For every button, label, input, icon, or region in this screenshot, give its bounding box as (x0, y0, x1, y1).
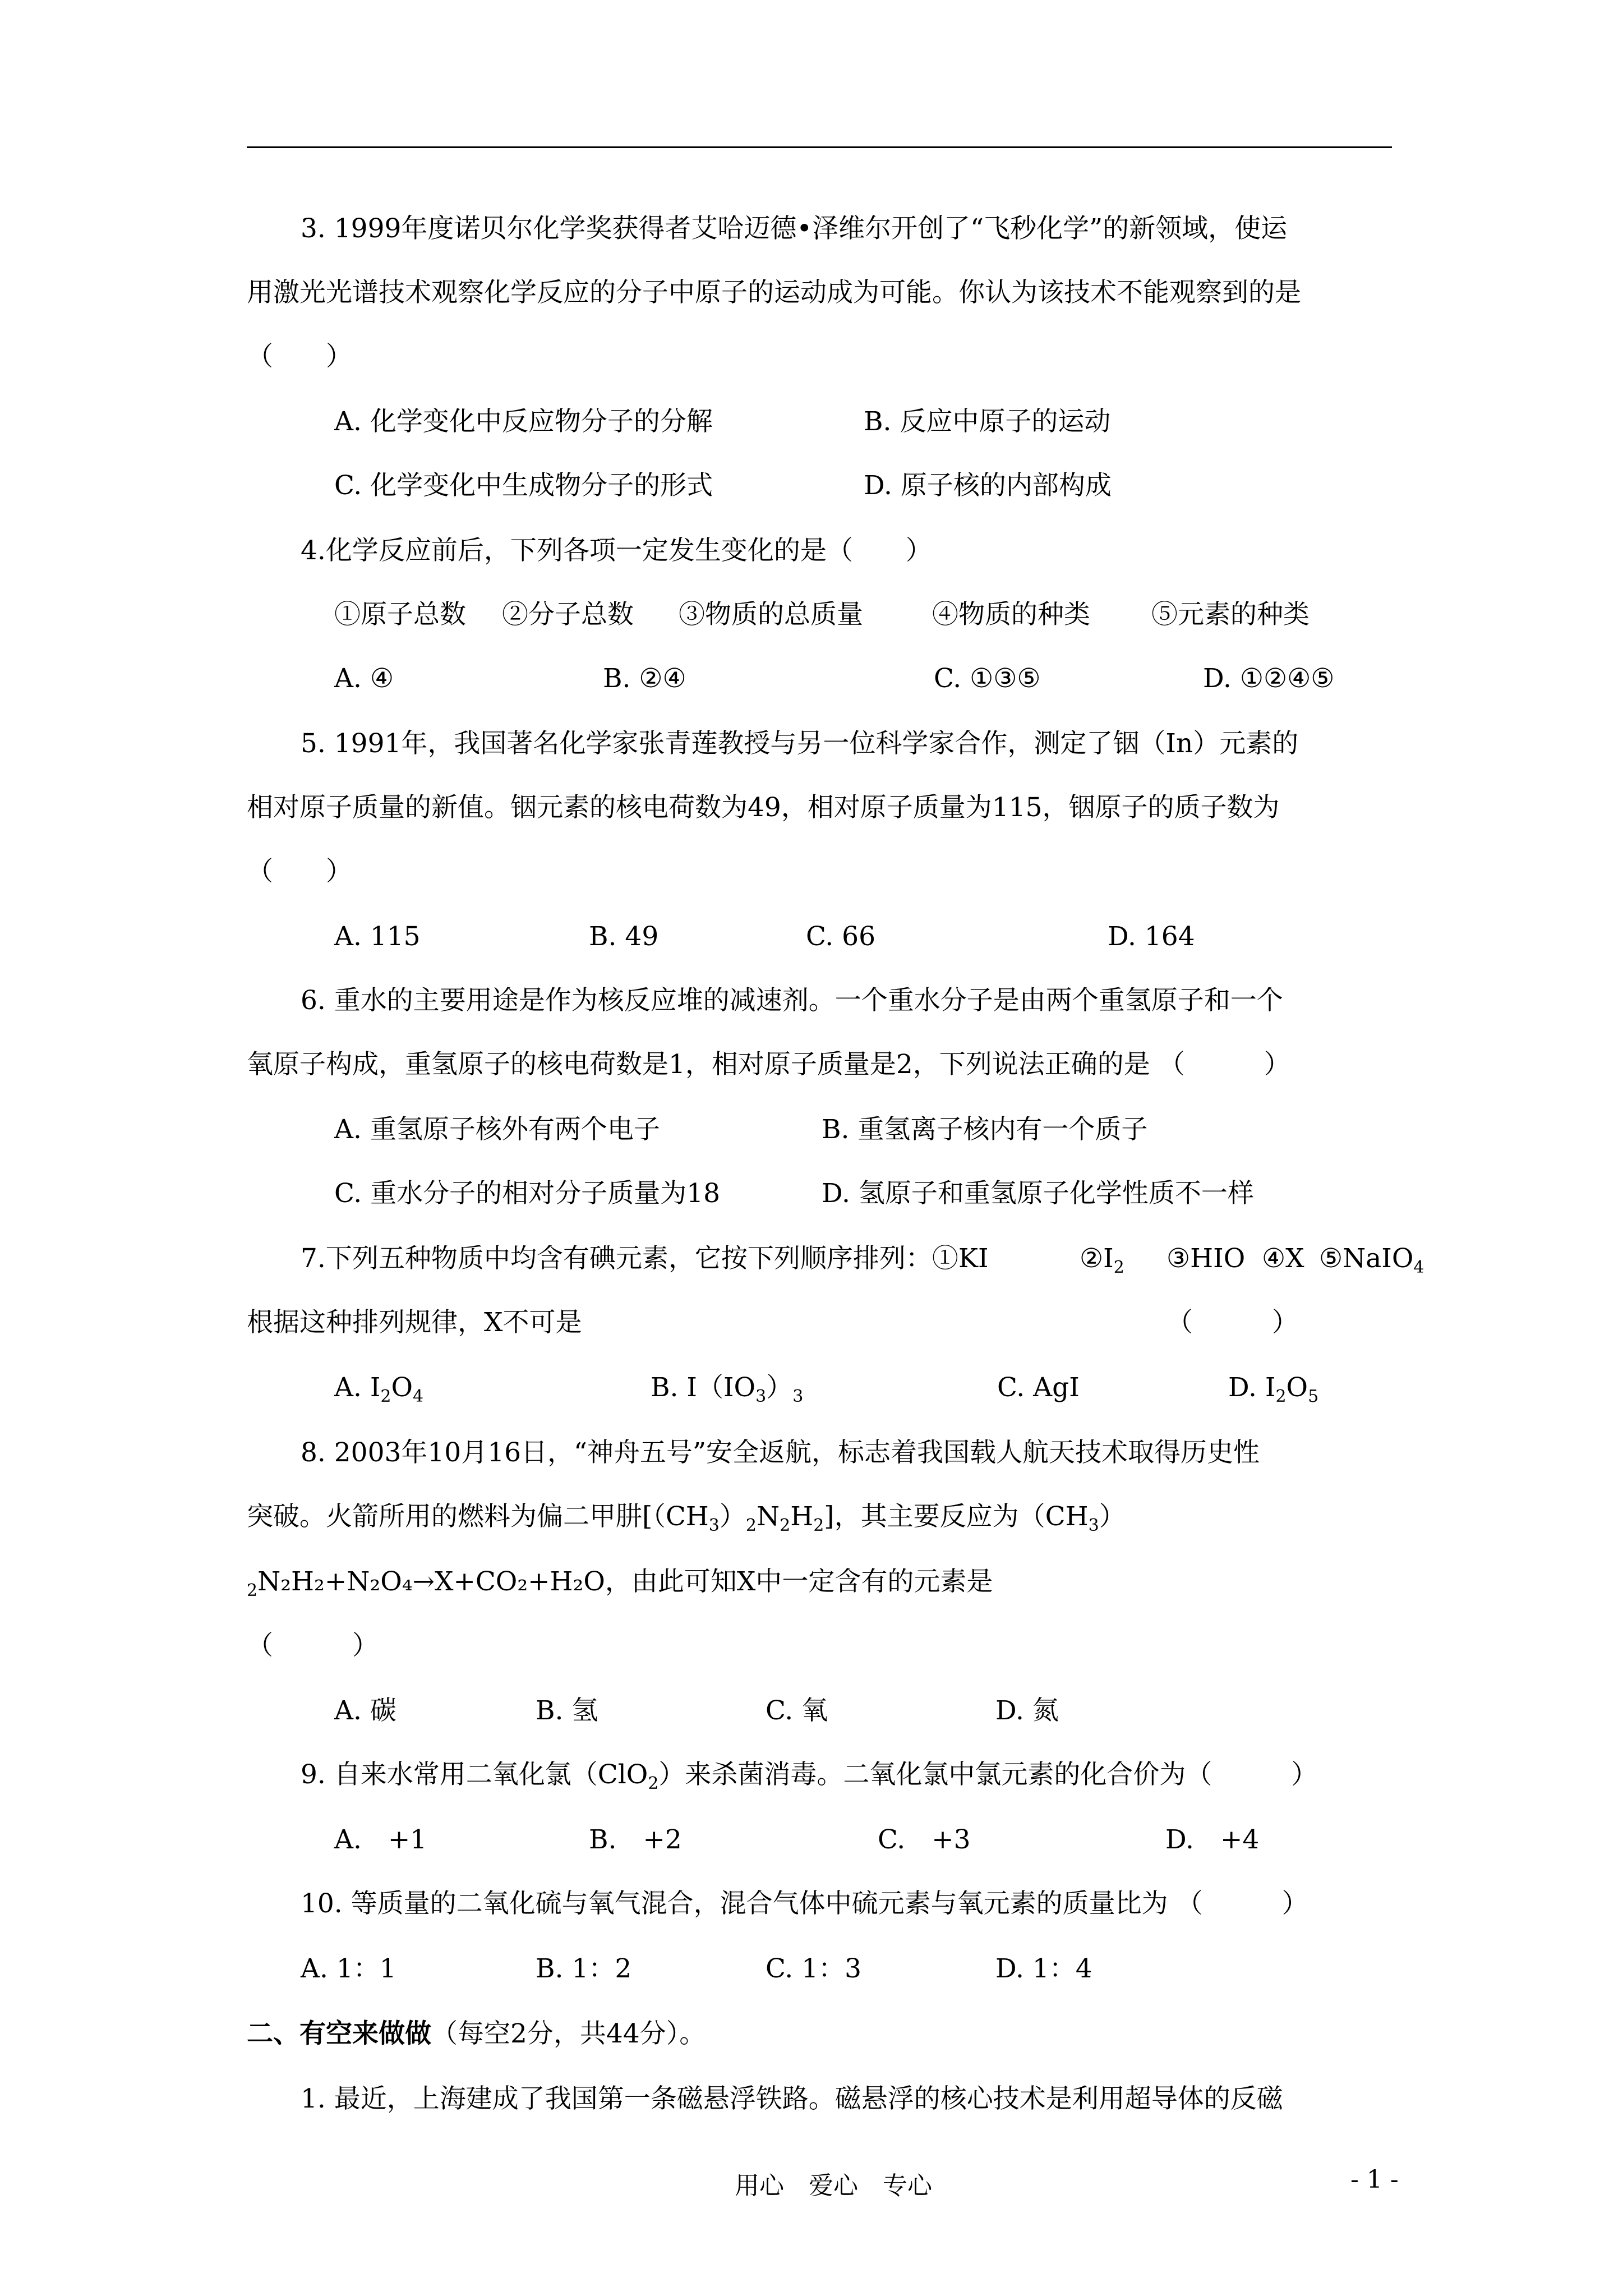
q6-option-c: C. 重水分子的相对分子质量为18 (334, 1178, 720, 1209)
q3-option-a: A. 化学变化中反应物分子的分解 (334, 406, 713, 437)
q9-option-b: B. +2 (589, 1824, 682, 1855)
footer-motto: 用心 爱心 专心 (735, 2171, 932, 2200)
q3-option-d: D. 原子核的内部构成 (864, 470, 1112, 501)
q4-item-5: ⑤元素的种类 (1151, 599, 1310, 630)
q10-line1: 10. 等质量的二氧化硫与氧气混合，混合气体中硫元素与氧元素的质量比为 （ ） (301, 1888, 1308, 1919)
q8-line4: （ ） (247, 1630, 379, 1661)
q8-option-a: A. 碳 (334, 1695, 396, 1726)
q10-option-d: D. 1：4 (995, 1953, 1092, 1984)
q7-item-3: ③HIO (1166, 1243, 1246, 1274)
q10-option-b: B. 1：2 (536, 1953, 632, 1984)
q7-option-b: B. $I(IO_3)_3$ (651, 1372, 804, 1406)
q5-option-c: C. 66 (806, 921, 875, 952)
q8-line1: 8. 2003年10月16日，“神舟五号”安全返航，标志着我国载人航天技术取得历史性 (301, 1437, 1260, 1468)
q8-line2: 突破。火箭所用的燃料为偏二甲肼$[(CH_3)_2N_2H_2]$，其主要反应为$(CH_3)$ (247, 1501, 1126, 1535)
header-rule (247, 146, 1392, 148)
q4-item-4: ④物质的种类 (932, 599, 1090, 630)
q4-item-1: ①原子总数 (334, 599, 466, 630)
q7-item-5: ⑤NaIO$_4$ (1319, 1243, 1424, 1277)
q4-item-3: ③物质的总质量 (679, 599, 863, 630)
page-number: - 1 - (1350, 2165, 1399, 2194)
q10-option-c: C. 1：3 (766, 1953, 861, 1984)
section-2-heading: 二、有空来做做（每空2分，共44分）。 (247, 2018, 706, 2049)
q5-line2: 相对原子质量的新值。铟元素的核电荷数为49，相对原子质量为115，铟原子的质子数为 (247, 792, 1280, 823)
q3-line2: 用激光光谱技术观察化学反应的分子中原子的运动成为可能。你认为该技术不能观察到的是 (247, 277, 1301, 308)
q8-option-b: B. 氢 (536, 1695, 598, 1726)
q5-line1: 5. 1991年，我国著名化学家张青莲教授与另一位科学家合作，测定了铟（In）元素的 (301, 728, 1299, 759)
q9-line1: 9. 自来水常用二氧化氯（ClO$_2$）来杀菌消毒。二氧化氯中氯元素的化合价为（ ） (301, 1759, 1318, 1793)
q7-item-4: ④X (1262, 1243, 1304, 1274)
q7-option-c: C. AgI (997, 1372, 1080, 1403)
q10-option-a: A. 1：1 (301, 1953, 396, 1984)
q7-line2: 根据这种排列规律，X不可是 (247, 1307, 582, 1338)
q6-line1: 6. 重水的主要用途是作为核反应堆的减速剂。一个重水分子是由两个重氢原子和一个 (301, 985, 1283, 1016)
q4-option-c: C. ①③⑤ (934, 663, 1041, 694)
q3-option-c: C. 化学变化中生成物分子的形式 (334, 470, 713, 501)
q7-item-2: $②I_2$ (1080, 1243, 1124, 1277)
q9-option-a: A. +1 (334, 1824, 427, 1855)
q7-line1: 7.下列五种物质中均含有碘元素，它按下列顺序排列：①KI (301, 1243, 989, 1274)
q5-line3: （ ） (247, 856, 352, 887)
q8-option-c: C. 氧 (766, 1695, 828, 1726)
q3-line3: （ ） (247, 341, 352, 372)
q5-option-a: A. 115 (334, 921, 421, 952)
q7-option-d: D. $I_2O_5$ (1228, 1372, 1319, 1406)
s2-q1-line1: 1. 最近，上海建成了我国第一条磁悬浮铁路。磁悬浮的核心技术是利用超导体的反磁 (301, 2083, 1283, 2114)
q6-line2: 氧原子构成，重氢原子的核电荷数是1，相对原子质量是2，下列说法正确的是 （ ） (247, 1049, 1290, 1080)
q7-option-a: A. $I_2O_4$ (334, 1372, 424, 1406)
q6-option-b: B. 重氢离子核内有一个质子 (822, 1114, 1148, 1145)
q4-option-b: B. ②④ (603, 663, 686, 694)
q7-answer-bracket: （ ） (1166, 1307, 1298, 1338)
q6-option-d: D. 氢原子和重氢原子化学性质不一样 (822, 1178, 1254, 1209)
q6-option-a: A. 重氢原子核外有两个电子 (334, 1114, 660, 1145)
q5-option-d: D. 164 (1108, 921, 1195, 952)
q5-option-b: B. 49 (589, 921, 659, 952)
q4-option-d: D. ①②④⑤ (1203, 663, 1335, 694)
q4-option-a: A. ④ (334, 663, 394, 694)
q9-option-d: D. +4 (1165, 1824, 1260, 1855)
q3-option-b: B. 反应中原子的运动 (864, 406, 1111, 437)
q3-line1: 3. 1999年度诺贝尔化学奖获得者艾哈迈德•泽维尔开创了“飞秒化学”的新领域，使运 (301, 213, 1288, 244)
q4-item-2: ②分子总数 (502, 599, 634, 630)
q8-option-d: D. 氮 (995, 1695, 1059, 1726)
q9-option-c: C. +3 (878, 1824, 971, 1855)
q8-line3: $_2$N₂H₂+N₂O₄→X+CO₂+H₂O，由此可知X中一定含有的元素是 (247, 1566, 993, 1600)
q4-line1: 4.化学反应前后，下列各项一定发生变化的是（ ） (301, 535, 932, 566)
